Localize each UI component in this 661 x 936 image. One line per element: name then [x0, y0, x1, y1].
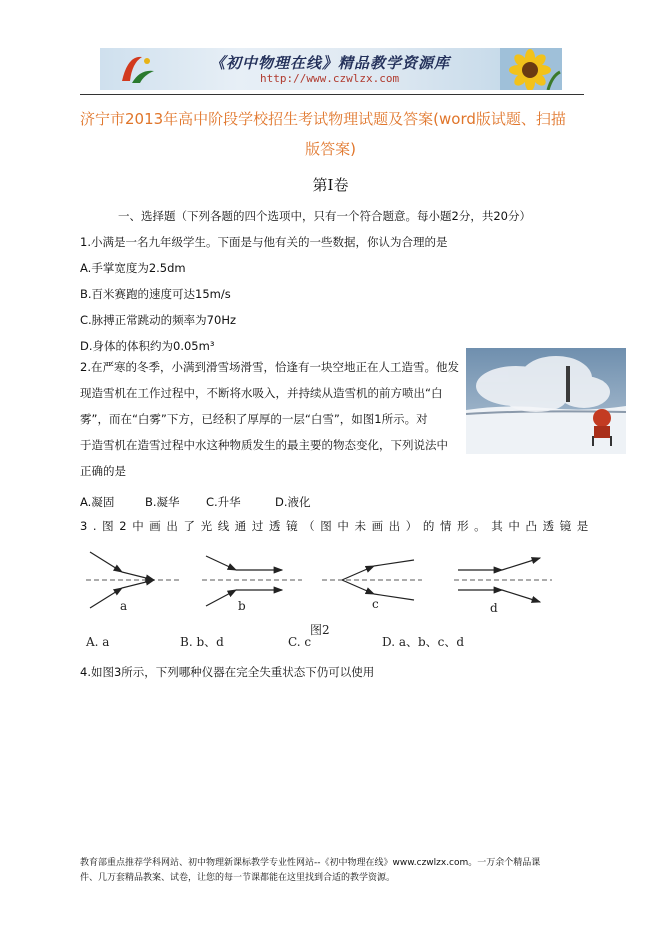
sunflower-icon [500, 48, 562, 90]
q2-line: 雾”，而在“白雾”下方，已经积了厚厚的一层“白雪”，如图1所示。对 [80, 412, 428, 426]
q3-option-a: A. a [86, 635, 110, 649]
q4-stem: 4.如图3所示，下列哪种仪器在完全失重状态下仍可以使用 [80, 665, 375, 679]
q2-line: 于造雪机在造雪过程中水这种物质发生的最主要的物态变化，下列说法中 [80, 438, 448, 452]
q2-stem [80, 354, 464, 484]
fig2-label-a: a [120, 599, 128, 613]
q2-option-a: A.凝固 [80, 495, 115, 509]
header-banner [100, 48, 562, 90]
footer-line: 件、几万套精品教案、试卷，让您的每一节课都能在这里找到合适的教学资源。 [80, 873, 396, 883]
q1-option-d: D.身体的体积约为0.05m³ [80, 339, 215, 353]
page-footer [80, 856, 600, 886]
figure-2-lens-diagram [82, 540, 592, 650]
banner-url[interactable]: http://www.czwlzx.com [260, 72, 400, 85]
q2-line: 现造雪机在工作过程中，不断将水吸入，并持续从造雪机的前方喷出“白 [80, 386, 443, 400]
section-heading: 一、选择题（下列各题的四个选项中，只有一个符合题意。每小题2分，共20分） [118, 209, 531, 223]
q2-option-c: C.升华 [206, 495, 241, 509]
q1-option-b: B.百米赛跑的速度可达15m/s [80, 287, 231, 301]
fig2-label-d: d [490, 601, 498, 615]
fig2-label-c: c [372, 597, 379, 611]
q1-option-a: A.手掌宽度为2.5dm [80, 261, 186, 275]
footer-line: 教育部重点推荐学科网站、初中物理新课标教学专业性网站--《初中物理在线》www.czwlzx.com。一万余个精品课 [80, 858, 541, 868]
q2-line: 正确的是 [80, 464, 126, 478]
snow-machine-photo [466, 348, 626, 454]
q3-option-d: D. a、b、c、d [382, 635, 465, 649]
header-rule [80, 94, 584, 95]
site-logo-icon [114, 51, 158, 87]
q3-stem: 3.图2中画出了光线通过透镜（图中未画出）的情形。其中凸透镜是 [80, 519, 594, 533]
banner-title: 《初中物理在线》精品教学资源库 [210, 54, 451, 72]
doc-title-line2: 版答案) [305, 140, 356, 158]
fig2-label-b: b [238, 599, 246, 613]
q2-option-d: D.液化 [275, 495, 311, 509]
q2-line: 2.在严寒的冬季，小满到滑雪场滑雪，恰逢有一块空地正在人工造雪。他发 [80, 360, 459, 374]
q1-option-c: C.脉搏正常跳动的频率为70Hz [80, 313, 237, 327]
q1-stem: 1.小满是一名九年级学生。下面是与他有关的一些数据，你认为合理的是 [80, 235, 448, 249]
fig2-caption: 图2 [310, 623, 330, 637]
doc-title-line1: 济宁市2013年高中阶段学校招生考试物理试题及答案(word版试题、扫描 [80, 110, 566, 128]
q3-option-c: C. c [288, 635, 312, 649]
q3-option-b: B. b、d [180, 635, 224, 649]
volume-heading: 第Ⅰ卷 [312, 176, 349, 194]
q2-option-b: B.凝华 [145, 495, 180, 509]
